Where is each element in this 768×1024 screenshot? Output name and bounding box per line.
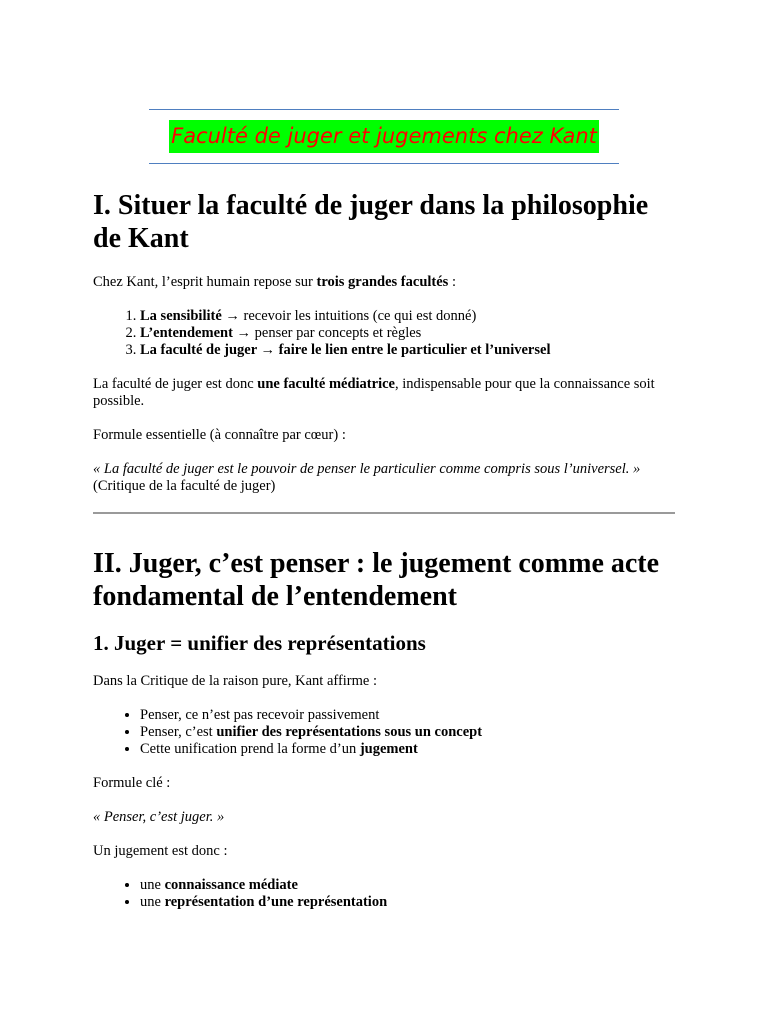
list-item: 3. La faculté de juger → faire le lien entre le particulier et l’universel: [140, 342, 675, 359]
section-2-heading: II. Juger, c’est penser : le jugement comme acte fondamental de l’entendement: [93, 548, 660, 612]
formula-label: Formule essentielle (à connaître par cœur) :: [93, 427, 346, 443]
list-item: 1. La sensibilité → recevoir les intuitions (ce qui est donné): [140, 308, 675, 325]
list-item: 2. L’entendement → penser par concepts et règles: [140, 325, 675, 342]
penser-list: [93, 707, 675, 758]
title-top-rule: [149, 109, 619, 110]
penser-quote: « Penser, c’est juger. »: [93, 809, 225, 825]
list-item: • Cette unification prend la forme d’un jugement: [140, 741, 675, 758]
faculties-list: [93, 308, 675, 359]
list-item: • Penser, ce n’est pas recevoir passivement: [140, 707, 675, 724]
title-box: [0, 120, 768, 153]
kant-quote: « La faculté de juger est le pouvoir de penser le particulier comme compris sous l’universel. »: [93, 461, 641, 477]
jugement-list: [93, 877, 675, 911]
jugement-intro: Un jugement est donc :: [93, 843, 228, 859]
document-body: [93, 189, 675, 911]
formula-cle-label: Formule clé :: [93, 775, 171, 791]
quote-source: (Critique de la faculté de juger): [93, 478, 276, 494]
mediatrice-paragraph: La faculté de juger est donc une faculté médiatrice, indispensable pour que la connaissance soit possible.: [93, 376, 655, 409]
list-item: • une connaissance médiate: [140, 877, 675, 894]
title-bottom-rule: [149, 163, 619, 164]
section-divider: [93, 512, 675, 514]
list-item: • une représentation d’une représentation: [140, 894, 675, 911]
section-1-heading: I. Situer la faculté de juger dans la philosophie de Kant: [93, 190, 649, 254]
subsection-1-heading: 1. Juger = unifier des représentations: [93, 631, 426, 655]
section-2-intro: Dans la Critique de la raison pure, Kant affirme :: [93, 673, 378, 689]
list-item: • Penser, c’est unifier des représentations sous un concept: [140, 724, 675, 741]
document-title: Faculté de juger et jugements chez Kant: [169, 120, 599, 153]
section-1-intro: Chez Kant, l’esprit humain repose sur trois grandes facultés :: [93, 274, 456, 290]
